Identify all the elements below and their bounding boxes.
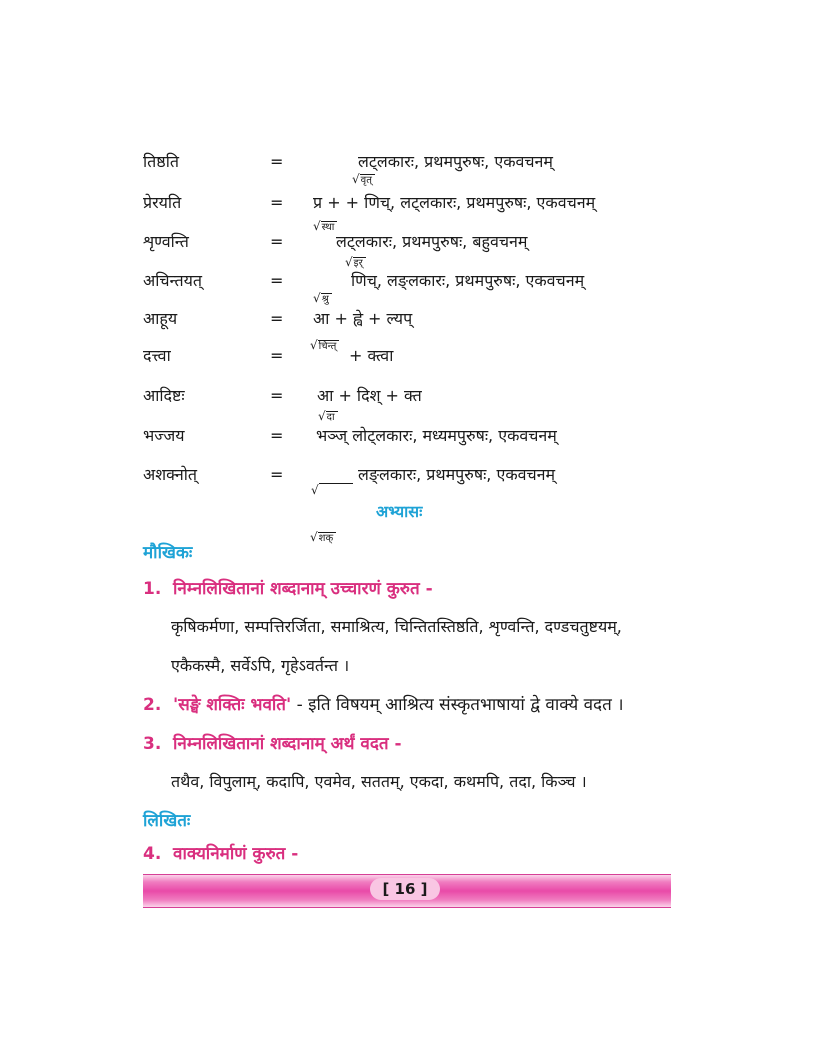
equals-4: = xyxy=(270,271,284,290)
exercise-heading: अभ्यासः xyxy=(376,502,423,521)
question-4-title: वाक्यनिर्माणं कुरुत - xyxy=(173,844,299,864)
radical-mark: √ xyxy=(311,483,353,496)
equals-2: = xyxy=(270,193,284,212)
root-ir: √इर् xyxy=(345,256,366,270)
question-3-number: 3. xyxy=(143,734,162,754)
root-chint: √चिन्त् xyxy=(310,339,339,353)
question-3-words: तथैव, विपुलाम्, कदापि, एवमेव, सततम्, एकदा, कथमपि, तदा, किञ्च । xyxy=(171,772,587,791)
equals-9: = xyxy=(270,465,284,484)
question-2 xyxy=(143,694,624,716)
term-8: भज्जय xyxy=(143,426,185,445)
question-1-title: निम्नलिखितानां शब्दानाम् उच्चारणं कुरुत - xyxy=(173,579,433,599)
definition-1: लट्लकारः, प्रथमपुरुषः, एकवचनम् xyxy=(358,152,553,171)
term-4: अचिन्तयत् xyxy=(143,271,202,290)
term-7: आदिष्टः xyxy=(143,386,185,405)
term-9: अशक्नोत् xyxy=(143,465,198,484)
oral-section-heading: मौखिकः xyxy=(143,543,193,563)
definition-4: णिच्, लङ्लकारः, प्रथमपुरुषः, एकवचनम् xyxy=(351,271,585,290)
term-3: शृण्वन्ति xyxy=(143,232,189,251)
term-2: प्रेरयति xyxy=(143,193,182,212)
root-stha: √स्था xyxy=(313,220,337,234)
root-vrit: √वृत् xyxy=(352,173,375,187)
root-shru: √श्रु xyxy=(313,292,332,306)
term-5: आहूय xyxy=(143,309,178,328)
definition-5: आ + ह्वे + ल्यप् xyxy=(313,309,413,328)
equals-8: = xyxy=(270,426,284,445)
equals-6: = xyxy=(270,346,284,365)
question-3-title: निम्नलिखितानां शब्दानाम् अर्थं वदत - xyxy=(173,734,402,754)
root-da: √दा xyxy=(318,410,338,424)
question-1-words-line-1: कृषिकर्मणा, सम्पत्तिरर्जिता, समाश्रित्य, चिन्तितस्तिष्ठति, शृण्वन्ति, दण्डचतुष्टयम्, xyxy=(171,617,622,636)
equals-7: = xyxy=(270,386,284,405)
question-4-number: 4. xyxy=(143,844,162,864)
definition-7: आ + दिश् + क्त xyxy=(317,386,422,405)
term-1: तिष्ठति xyxy=(143,152,179,171)
question-1-number: 1. xyxy=(143,579,162,599)
question-1-words-line-2: एकैकस्मै, सर्वेऽपि, गृहेऽवर्तन्त । xyxy=(171,656,350,675)
definition-8: भञ्ज् लोट्लकारः, मध्यमपुरुषः, एकवचनम् xyxy=(316,426,557,445)
question-3 xyxy=(143,733,402,755)
root-shak: √शक् xyxy=(310,531,336,545)
definition-9: लङ्लकारः, प्रथमपुरुषः, एकवचनम् xyxy=(358,465,556,484)
equals-3: = xyxy=(270,232,284,251)
equals-5: = xyxy=(270,309,284,328)
written-section-heading: लिखितः xyxy=(143,811,191,831)
question-4 xyxy=(143,843,298,865)
definition-6: + क्त्वा xyxy=(349,346,394,365)
question-2-title: 'सङ्घे शक्तिः भवति' xyxy=(173,695,292,715)
term-6: दत्त्वा xyxy=(143,346,171,365)
question-2-number: 2. xyxy=(143,695,162,715)
question-2-text: - इति विषयम् आश्रित्य संस्कृतभाषायां द्वे वाक्ये वदत । xyxy=(291,695,624,715)
definition-2: प्र + + णिच्, लट्लकारः, प्रथमपुरुषः, एकवचनम् xyxy=(313,193,596,212)
page-number: [ 16 ] xyxy=(370,878,440,900)
question-1 xyxy=(143,578,433,600)
definition-3: लट्लकारः, प्रथमपुरुषः, बहुवचनम् xyxy=(336,232,528,251)
equals-1: = xyxy=(270,152,284,171)
